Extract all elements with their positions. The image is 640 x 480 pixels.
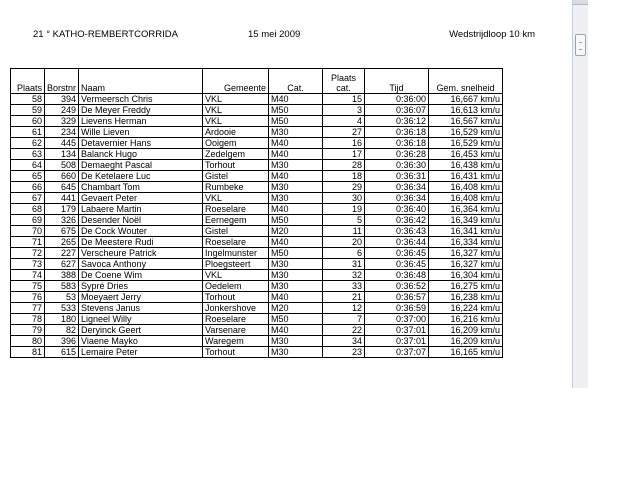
cell-borstnr: 396: [45, 336, 79, 347]
col-header-plaats: Plaats: [11, 69, 45, 94]
cell-borstnr: 445: [45, 138, 79, 149]
table-row: [11, 193, 503, 204]
cell-plaats-cat: 3: [323, 105, 365, 116]
table-row: [11, 204, 503, 215]
cell-plaats: 67: [11, 193, 45, 204]
cell-naam: Sypré Dries: [79, 281, 203, 292]
cell-gemeente: VKL: [203, 105, 269, 116]
vertical-scrollbar[interactable]: [572, 0, 588, 388]
event-title: 21 ° KATHO-REMBERTCORRIDA: [33, 29, 178, 40]
cell-plaats-cat: 22: [323, 325, 365, 336]
cell-plaats-cat: 12: [323, 303, 365, 314]
cell-cat: M30: [269, 281, 323, 292]
cell-tijd: 0:36:18: [365, 138, 429, 149]
cell-plaats-cat: 11: [323, 226, 365, 237]
cell-snelheid: 16,238 km/u: [429, 292, 503, 303]
cell-plaats: 61: [11, 127, 45, 138]
cell-plaats: 58: [11, 94, 45, 105]
cell-plaats-cat: 30: [323, 193, 365, 204]
cell-cat: M30: [269, 193, 323, 204]
cell-naam: Viaene Mayko: [79, 336, 203, 347]
cell-gemeente: Roeselare: [203, 204, 269, 215]
cell-snelheid: 16,567 km/u: [429, 116, 503, 127]
cell-plaats-cat: 6: [323, 248, 365, 259]
cell-snelheid: 16,341 km/u: [429, 226, 503, 237]
cell-snelheid: 16,613 km/u: [429, 105, 503, 116]
cell-snelheid: 16,364 km/u: [429, 204, 503, 215]
cell-borstnr: 179: [45, 204, 79, 215]
cell-tijd: 0:36:48: [365, 270, 429, 281]
cell-plaats: 75: [11, 281, 45, 292]
cell-snelheid: 16,453 km/u: [429, 149, 503, 160]
cell-borstnr: 134: [45, 149, 79, 160]
cell-plaats: 70: [11, 226, 45, 237]
event-date: 15 mei 2009: [248, 29, 301, 40]
cell-plaats: 81: [11, 347, 45, 358]
cell-snelheid: 16,209 km/u: [429, 336, 503, 347]
cell-snelheid: 16,438 km/u: [429, 160, 503, 171]
cell-naam: Moeyaert Jerry: [79, 292, 203, 303]
col-header-snelheid: Gem. snelheid: [429, 69, 503, 94]
cell-cat: M30: [269, 160, 323, 171]
cell-tijd: 0:37:01: [365, 325, 429, 336]
col-header-borstnr: Borstnr: [45, 69, 79, 94]
cell-plaats: 69: [11, 215, 45, 226]
table-row: [11, 336, 503, 347]
cell-cat: M30: [269, 336, 323, 347]
cell-plaats-cat: 23: [323, 347, 365, 358]
cell-snelheid: 16,275 km/u: [429, 281, 503, 292]
cell-plaats: 73: [11, 259, 45, 270]
cell-naam: Labaere Martin: [79, 204, 203, 215]
cell-tijd: 0:36:28: [365, 149, 429, 160]
cell-tijd: 0:37:00: [365, 314, 429, 325]
cell-plaats: 65: [11, 171, 45, 182]
cell-borstnr: 508: [45, 160, 79, 171]
table-row: [11, 171, 503, 182]
cell-tijd: 0:36:52: [365, 281, 429, 292]
cell-gemeente: Oedelem: [203, 281, 269, 292]
cell-gemeente: VKL: [203, 94, 269, 105]
table-row: [11, 138, 503, 149]
cell-tijd: 0:36:18: [365, 127, 429, 138]
cell-naam: Chambart Tom: [79, 182, 203, 193]
cell-tijd: 0:36:31: [365, 171, 429, 182]
cell-naam: De Cock Wouter: [79, 226, 203, 237]
cell-borstnr: 394: [45, 94, 79, 105]
cell-gemeente: Roeselare: [203, 237, 269, 248]
cell-naam: Deryinck Geert: [79, 325, 203, 336]
cell-tijd: 0:36:45: [365, 259, 429, 270]
cell-gemeente: Rumbeke: [203, 182, 269, 193]
cell-naam: De Meyer Freddy: [79, 105, 203, 116]
col-header-gemeente: Gemeente: [203, 69, 269, 94]
cell-gemeente: Jonkershove: [203, 303, 269, 314]
cell-naam: Vermeersch Chris: [79, 94, 203, 105]
cell-plaats-cat: 15: [323, 94, 365, 105]
cell-plaats-cat: 31: [323, 259, 365, 270]
cell-gemeente: Torhout: [203, 160, 269, 171]
cell-cat: M50: [269, 116, 323, 127]
cell-snelheid: 16,408 km/u: [429, 182, 503, 193]
table-row: [11, 94, 503, 105]
table-row: [11, 259, 503, 270]
cell-plaats-cat: 4: [323, 116, 365, 127]
cell-plaats-cat: 28: [323, 160, 365, 171]
table-header-row: [11, 69, 503, 94]
cell-plaats: 72: [11, 248, 45, 259]
cell-gemeente: Zedelgem: [203, 149, 269, 160]
cell-snelheid: 16,327 km/u: [429, 248, 503, 259]
cell-naam: De Meestere Rudi: [79, 237, 203, 248]
cell-plaats: 62: [11, 138, 45, 149]
cell-borstnr: 583: [45, 281, 79, 292]
cell-tijd: 0:36:12: [365, 116, 429, 127]
cell-cat: M40: [269, 292, 323, 303]
cell-gemeente: Waregem: [203, 336, 269, 347]
cell-borstnr: 441: [45, 193, 79, 204]
cell-snelheid: 16,334 km/u: [429, 237, 503, 248]
table-row: [11, 314, 503, 325]
cell-borstnr: 533: [45, 303, 79, 314]
table-row: [11, 149, 503, 160]
race-name: Wedstrijdloop 10 km: [449, 29, 535, 40]
cell-snelheid: 16,327 km/u: [429, 259, 503, 270]
cell-cat: M30: [269, 347, 323, 358]
cell-borstnr: 627: [45, 259, 79, 270]
cell-cat: M40: [269, 237, 323, 248]
cell-plaats: 80: [11, 336, 45, 347]
cell-snelheid: 16,209 km/u: [429, 325, 503, 336]
cell-cat: M50: [269, 314, 323, 325]
cell-snelheid: 16,216 km/u: [429, 314, 503, 325]
cell-cat: M40: [269, 138, 323, 149]
col-header-tijd: Tijd: [365, 69, 429, 94]
cell-tijd: 0:37:07: [365, 347, 429, 358]
cell-cat: M30: [269, 127, 323, 138]
cell-tijd: 0:36:44: [365, 237, 429, 248]
cell-borstnr: 234: [45, 127, 79, 138]
cell-borstnr: 329: [45, 116, 79, 127]
cell-naam: Gevaert Peter: [79, 193, 203, 204]
cell-gemeente: Ardooie: [203, 127, 269, 138]
cell-plaats-cat: 27: [323, 127, 365, 138]
cell-borstnr: 82: [45, 325, 79, 336]
cell-plaats: 59: [11, 105, 45, 116]
cell-gemeente: Gistel: [203, 226, 269, 237]
cell-naam: De Ketelaere Luc: [79, 171, 203, 182]
cell-snelheid: 16,667 km/u: [429, 94, 503, 105]
table-row: [11, 303, 503, 314]
cell-tijd: 0:37:01: [365, 336, 429, 347]
cell-plaats: 60: [11, 116, 45, 127]
cell-borstnr: 326: [45, 215, 79, 226]
cell-naam: De Coene Wim: [79, 270, 203, 281]
cell-plaats: 77: [11, 303, 45, 314]
table-row: [11, 248, 503, 259]
cell-cat: M50: [269, 105, 323, 116]
cell-plaats-cat: 29: [323, 182, 365, 193]
cell-tijd: 0:36:07: [365, 105, 429, 116]
table-row: [11, 105, 503, 116]
cell-plaats-cat: 21: [323, 292, 365, 303]
cell-cat: M40: [269, 325, 323, 336]
cell-cat: M50: [269, 248, 323, 259]
cell-borstnr: 227: [45, 248, 79, 259]
col-header-plaats-cat: Plaats cat.: [323, 69, 365, 94]
cell-naam: Lemaire Peter: [79, 347, 203, 358]
cell-cat: M40: [269, 94, 323, 105]
cell-cat: M30: [269, 270, 323, 281]
cell-plaats: 76: [11, 292, 45, 303]
cell-snelheid: 16,304 km/u: [429, 270, 503, 281]
cell-borstnr: 388: [45, 270, 79, 281]
cell-gemeente: Ooigem: [203, 138, 269, 149]
table-row: [11, 182, 503, 193]
cell-cat: M20: [269, 226, 323, 237]
cell-snelheid: 16,224 km/u: [429, 303, 503, 314]
cell-naam: Demaeght Pascal: [79, 160, 203, 171]
cell-plaats-cat: 16: [323, 138, 365, 149]
cell-plaats: 64: [11, 160, 45, 171]
cell-snelheid: 16,165 km/u: [429, 347, 503, 358]
cell-snelheid: 16,408 km/u: [429, 193, 503, 204]
cell-snelheid: 16,431 km/u: [429, 171, 503, 182]
table-row: [11, 116, 503, 127]
cell-naam: Savoca Anthony: [79, 259, 203, 270]
cell-plaats: 78: [11, 314, 45, 325]
cell-gemeente: VKL: [203, 270, 269, 281]
results-table: [10, 68, 503, 358]
cell-naam: Wille Lieven: [79, 127, 203, 138]
cell-tijd: 0:36:57: [365, 292, 429, 303]
cell-naam: Stevens Janus: [79, 303, 203, 314]
cell-cat: M40: [269, 171, 323, 182]
cell-gemeente: Eernegem: [203, 215, 269, 226]
cell-plaats-cat: 18: [323, 171, 365, 182]
cell-plaats-cat: 20: [323, 237, 365, 248]
cell-plaats: 63: [11, 149, 45, 160]
cell-naam: Lievens Herman: [79, 116, 203, 127]
cell-tijd: 0:36:34: [365, 182, 429, 193]
cell-snelheid: 16,349 km/u: [429, 215, 503, 226]
cell-gemeente: Gistel: [203, 171, 269, 182]
table-row: [11, 281, 503, 292]
cell-plaats-cat: 7: [323, 314, 365, 325]
cell-plaats: 74: [11, 270, 45, 281]
cell-tijd: 0:36:42: [365, 215, 429, 226]
cell-naam: Desender Noël: [79, 215, 203, 226]
cell-tijd: 0:36:40: [365, 204, 429, 215]
cell-plaats: 79: [11, 325, 45, 336]
table-row: [11, 127, 503, 138]
cell-cat: M20: [269, 303, 323, 314]
cell-tijd: 0:36:00: [365, 94, 429, 105]
cell-gemeente: Torhout: [203, 292, 269, 303]
cell-snelheid: 16,529 km/u: [429, 138, 503, 149]
table-row: [11, 347, 503, 358]
cell-borstnr: 645: [45, 182, 79, 193]
table-row: [11, 237, 503, 248]
cell-tijd: 0:36:34: [365, 193, 429, 204]
cell-snelheid: 16,529 km/u: [429, 127, 503, 138]
table-row: [11, 292, 503, 303]
cell-gemeente: Torhout: [203, 347, 269, 358]
cell-cat: M30: [269, 259, 323, 270]
cell-borstnr: 180: [45, 314, 79, 325]
cell-tijd: 0:36:30: [365, 160, 429, 171]
cell-tijd: 0:36:43: [365, 226, 429, 237]
cell-naam: Ligneel Willy: [79, 314, 203, 325]
cell-plaats-cat: 33: [323, 281, 365, 292]
cell-plaats: 68: [11, 204, 45, 215]
cell-plaats: 71: [11, 237, 45, 248]
cell-tijd: 0:36:59: [365, 303, 429, 314]
cell-gemeente: Ploegsteert: [203, 259, 269, 270]
col-header-cat: Cat.: [269, 69, 323, 94]
scroll-up-arrow[interactable]: [573, 0, 588, 5]
cell-plaats-cat: 17: [323, 149, 365, 160]
cell-cat: M40: [269, 149, 323, 160]
cell-naam: Verscheure Patrick: [79, 248, 203, 259]
cell-cat: M50: [269, 215, 323, 226]
cell-tijd: 0:36:45: [365, 248, 429, 259]
cell-borstnr: 615: [45, 347, 79, 358]
scrollbar-thumb[interactable]: [575, 34, 586, 56]
cell-borstnr: 675: [45, 226, 79, 237]
cell-borstnr: 265: [45, 237, 79, 248]
cell-plaats: 66: [11, 182, 45, 193]
table-row: [11, 226, 503, 237]
table-row: [11, 325, 503, 336]
grip-icon: [579, 42, 582, 50]
cell-cat: M30: [269, 182, 323, 193]
cell-borstnr: 660: [45, 171, 79, 182]
cell-gemeente: Varsenare: [203, 325, 269, 336]
cell-naam: Balanck Hugo: [79, 149, 203, 160]
cell-plaats-cat: 5: [323, 215, 365, 226]
cell-plaats-cat: 19: [323, 204, 365, 215]
cell-gemeente: VKL: [203, 116, 269, 127]
table-row: [11, 270, 503, 281]
cell-gemeente: Ingelmunster: [203, 248, 269, 259]
cell-naam: Detavernier Hans: [79, 138, 203, 149]
table-row: [11, 160, 503, 171]
cell-cat: M40: [269, 204, 323, 215]
col-header-naam: Naam: [79, 69, 203, 94]
cell-borstnr: 53: [45, 292, 79, 303]
cell-gemeente: Roeselare: [203, 314, 269, 325]
cell-plaats-cat: 32: [323, 270, 365, 281]
table-row: [11, 215, 503, 226]
cell-borstnr: 249: [45, 105, 79, 116]
cell-plaats-cat: 34: [323, 336, 365, 347]
cell-gemeente: VKL: [203, 193, 269, 204]
